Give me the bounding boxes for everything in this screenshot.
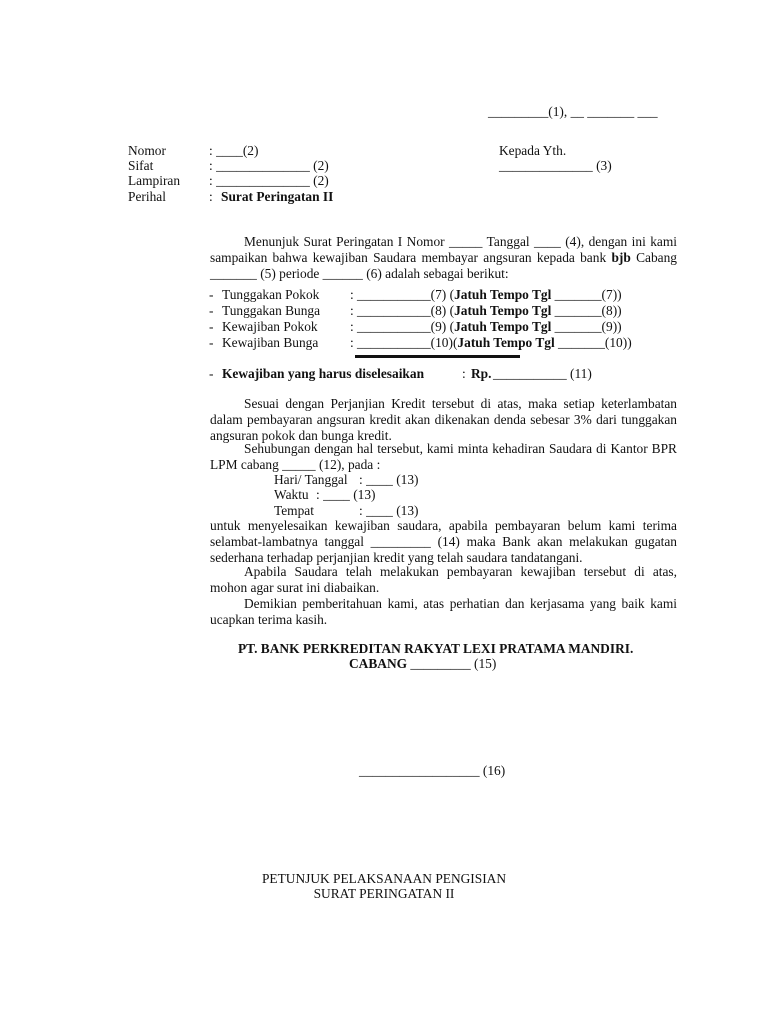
due-date-label: Jatuh Tempo Tgl [454,319,552,334]
obligation-value [357,287,622,303]
list-dash: - [209,287,214,302]
obligation-label: Tunggakan Pokok [222,287,320,302]
header-row-sifat [0,158,768,174]
obligation-row [0,287,768,303]
nomor-label: Nomor [128,143,166,158]
agreement-paragraph: Sesuai dengan Perjanjian Kredit tersebut di atas, maka setiap keterlambatan dalam pembayaran angsuran kredit akan dikenakan denda sebesar 3% dari tunggakan angsuran pokok dan bunga kredit. [210,396,677,443]
settlement-paragraph: untuk menyelesaikan kewajiban saudara, apabila pembayaran belum kami terima selambat-lambatnya tanggal _________ (14) maka Bank akan melakukan gugatan sederhana terhadap perjanjian kredit yang telah saudara tandatangani. [210,518,677,565]
obligation-label: Kewajiban Bunga [222,335,319,350]
list-dash: - [209,303,214,318]
obligation-amount: ___________(9) ( [357,319,455,334]
lampiran-value: : ______________ (2) [209,173,329,188]
meeting-day-label: Hari/ Tanggal [274,472,348,487]
signature-line: __________________ (16) [359,763,506,778]
perihal-label: Perihal [128,189,166,204]
header-row-perihal [0,189,768,205]
meeting-row-place [0,503,768,519]
kepada-label: Kepada Yth. [499,143,567,158]
intro-bank: bjb [611,250,631,265]
branch-line [349,656,496,672]
obligation-amount: ___________(8) ( [357,303,455,318]
obligation-colon: : [350,303,354,318]
header-row-nomor [0,143,768,159]
due-date-value: _______(8)) [551,303,622,318]
obligation-label: Kewajiban Pokok [222,319,318,334]
due-date-value: _______(9)) [551,319,622,334]
branch-value: _________ (15) [407,656,497,671]
kepada-value: ______________ (3) [499,158,612,173]
obligation-row [0,303,768,319]
list-dash: - [209,366,214,381]
list-dash: - [209,335,214,350]
sifat-label: Sifat [128,158,154,173]
header-row-lampiran [0,173,768,189]
due-date-label: Jatuh Tempo Tgl [454,303,552,318]
intro-paragraph [210,234,677,282]
obligation-value [357,319,622,335]
due-date-label: Jatuh Tempo Tgl [454,287,552,302]
obligation-value [357,303,622,319]
perihal-value: Surat Peringatan II [221,189,334,204]
ignore-paragraph: Apabila Saudara telah melakukan pembayaran kewajiban tersebut di atas, mohon agar surat ini diabaikan. [210,564,677,595]
company-name: PT. BANK PERKREDITAN RAKYAT LEXI PRATAMA MANDIRI. [238,641,634,656]
meeting-time-label: Waktu [274,487,309,502]
obligation-value [357,335,632,351]
closing-paragraph: Demikian pemberitahuan kami, atas perhatian dan kerjasama yang baik kami ucapkan terima kasih. [210,596,677,627]
date-line: _________(1), __ _______ ___ [488,104,658,119]
total-colon: : [462,366,466,381]
lampiran-label: Lampiran [128,173,181,188]
sifat-value: : ______________ (2) [209,158,329,173]
meeting-day-value: : ____ (13) [359,472,419,487]
total-currency: Rp. [471,366,492,381]
request-paragraph: Sehubungan dengan hal tersebut, kami minta kehadiran Saudara di Kantor BPR LPM cabang _____ (12), pada : [210,441,677,472]
meeting-time-value: : ____ (13) [316,487,376,502]
nomor-value: : ____(2) [209,143,259,158]
total-value: ___________ (11) [493,366,592,381]
instructions-title: PETUNJUK PELAKSANAAN PENGISIAN [261,871,506,886]
branch-label: CABANG [349,656,408,671]
obligation-colon: : [350,319,354,334]
obligation-row [0,319,768,335]
due-date-value: _______(7)) [551,287,622,302]
obligation-colon: : [350,287,354,302]
meeting-place-label: Tempat [274,503,314,518]
perihal-colon: : [209,189,213,204]
obligation-amount: ___________(7) ( [357,287,455,302]
obligation-colon: : [350,335,354,350]
list-dash: - [209,319,214,334]
sum-separator-line [355,355,520,358]
total-label: Kewajiban yang harus diselesaikan [222,366,425,381]
due-date-label: Jatuh Tempo Tgl [457,335,555,350]
due-date-value: _______(10)) [554,335,632,350]
intro-text-1: Menunjuk Surat Peringatan I Nomor _____ Tanggal ____ (4), dengan ini kami sampaikan bahwa kewajiban Saudara membayar angsuran kepada bank [210,234,677,265]
obligation-row [0,335,768,351]
meeting-row-day [0,472,768,488]
obligation-label: Tunggakan Bunga [222,303,321,318]
meeting-row-time [0,487,768,503]
total-row [0,366,768,382]
intro-text-2: Cabang _______ (5) periode ______ (6) adalah sebagai berikut: [210,250,677,281]
instructions-subtitle: SURAT PERINGATAN II [313,886,455,901]
meeting-place-value: : ____ (13) [359,503,419,518]
obligation-amount: ___________(10)( [357,335,458,350]
